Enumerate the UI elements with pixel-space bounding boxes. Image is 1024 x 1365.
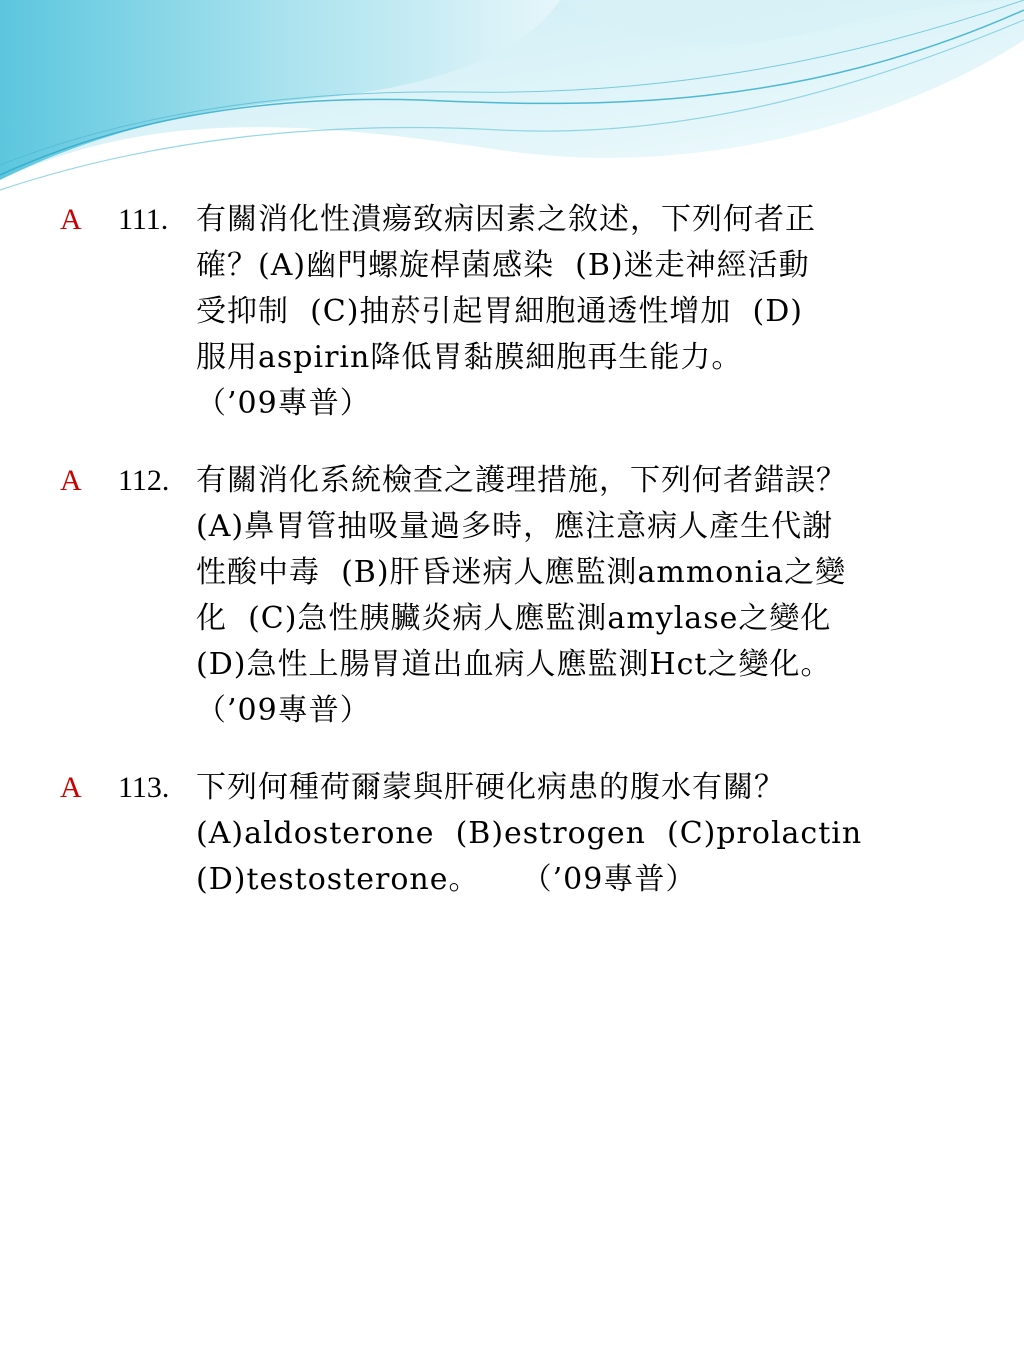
question-line: 下列何種荷爾蒙與肝硬化病患的腹水有關？ <box>196 770 785 805</box>
question-line: 服用aspirin降低胃黏膜細胞再生能力。 <box>196 340 743 375</box>
question-line: 受抑制 (C)抽菸引起胃細胞通透性增加 (D) <box>196 294 803 329</box>
question-line: 有關消化系統檢查之護理措施，下列何者錯誤？ <box>196 463 847 498</box>
question-text <box>196 458 996 734</box>
question-line: (D)急性上腸胃道出血病人應監測Hct之變化。 <box>196 647 832 682</box>
question-source: （’09專普） <box>196 693 371 728</box>
question-number: 113. <box>118 771 170 804</box>
question-source: （’09專普） <box>196 386 371 421</box>
question-line: (A)aldosterone (B)estrogen (C)prolactin <box>196 816 863 851</box>
question-line: 確？(A)幽門螺旋桿菌感染 (B)迷走神經活動 <box>196 248 810 283</box>
question-line: 化 (C)急性胰臟炎病人應監測amylase之變化 <box>196 601 832 636</box>
answer-key: A <box>60 771 82 804</box>
answer-key: A <box>60 203 82 236</box>
question-text <box>196 197 996 427</box>
header-wave-decoration <box>0 0 1024 220</box>
question-number: 111. <box>118 203 169 236</box>
question-line: (D)testosterone。 （’09專普） <box>196 862 697 897</box>
question-line: 有關消化性潰瘍致病因素之敘述，下列何者正 <box>196 202 816 237</box>
question-number: 112. <box>118 464 170 497</box>
answer-key: A <box>60 464 82 497</box>
question-line: 性酸中毒 (B)肝昏迷病人應監測ammonia之變 <box>196 555 847 590</box>
question-line: (A)鼻胃管抽吸量過多時，應注意病人產生代謝 <box>196 509 834 544</box>
question-text <box>196 765 996 903</box>
